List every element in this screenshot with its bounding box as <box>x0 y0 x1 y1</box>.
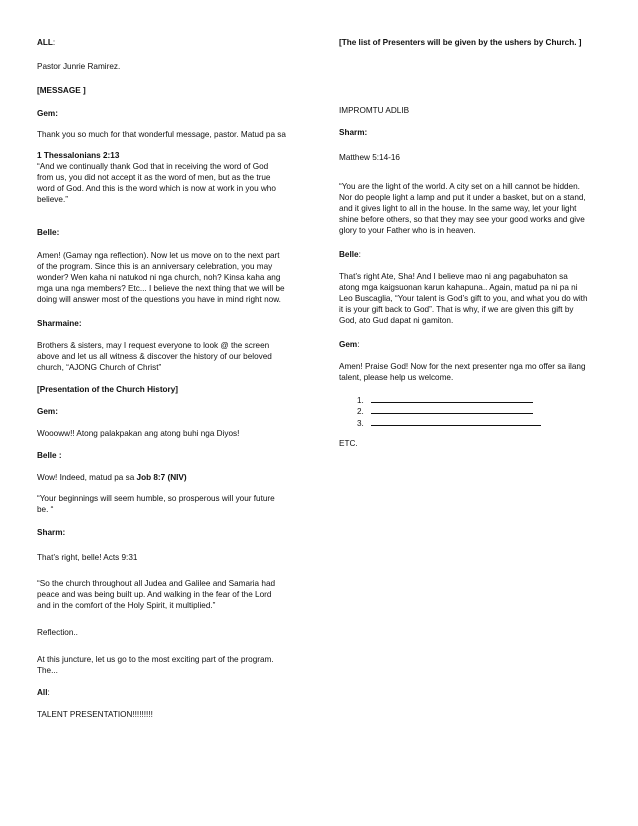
gem-text: Woooww!! Atong palakpakan ang atong buhi nga Diyos! <box>37 429 240 438</box>
reflection-text: Reflection.. <box>37 628 78 637</box>
matthew-line: glory to your Father who is in heaven. <box>339 226 476 235</box>
matthew-line: shine before others, so that they may see your good works and give <box>339 215 585 224</box>
matthew-line: Nor do people light a lamp and put it under a basket, but on a stand, <box>339 193 586 202</box>
matthew-line: “You are the light of the world. A city set on a hill cannot be hidden. <box>339 182 580 191</box>
blank-line <box>371 405 533 414</box>
verse-line: believe.” <box>37 195 68 204</box>
belle-text: Wow! Indeed, matud pa sa Job 8:7 (NIV) <box>37 473 187 482</box>
list-item: 3. <box>357 417 541 428</box>
belle-label: Belle : <box>37 451 62 460</box>
belle-line: mga una nga members? Etc... I believe the next thing that we will be <box>37 284 285 293</box>
job-line: be. “ <box>37 505 54 514</box>
sharmaine-line: church, “AJONG Church of Christ” <box>37 363 162 372</box>
belle-line: Amen! (Gamay nga reflection). Now let us move on to the next part <box>37 251 280 260</box>
belle-line: God, ato Gud dapat ni gamiton. <box>339 316 454 325</box>
acts-line: and in the comfort of the Holy Spirit, it multiplied.” <box>37 601 216 610</box>
matthew-ref: Matthew 5:14-16 <box>339 153 400 162</box>
sharm-text: That’s right, belle! Acts 9:31 <box>37 553 138 562</box>
belle-label: Belle: <box>339 250 361 259</box>
verse-ref-thessalonians: 1 Thessalonians 2:13 <box>37 151 120 160</box>
belle-line: That’s right Ate, Sha! And I believe mao ni ang pagabuhaton sa <box>339 272 568 281</box>
belle-line: of the program. Since this is an anniversary celebration, you may <box>37 262 273 271</box>
pastor-name: Pastor Junrie Ramirez. <box>37 62 121 71</box>
etc-text: ETC. <box>339 439 358 448</box>
presenters-note: [The list of Presenters will be given by the ushers by Church. ] <box>339 38 582 47</box>
gem-label: Gem: <box>339 340 360 349</box>
belle-line: it is your gift back to God”. That is why, if we are given this gift by <box>339 305 574 314</box>
gem-text: Thank you so much for that wonderful message, pastor. Matud pa sa <box>37 130 286 139</box>
gem-line: talent, please help us welcome. <box>339 373 454 382</box>
sharmaine-line: above and let us all witness & discover the history of our beloved <box>37 352 272 361</box>
sharm-label: Sharm: <box>37 528 66 537</box>
belle-line: Leo Buscaglia, “Your talent is God’s gift to you, and what you do with <box>339 294 588 303</box>
juncture-line: The... <box>37 666 58 675</box>
belle-line: wonder? Wen kaha ni natukod ni nga church, noh? Kinsa kaha ang <box>37 273 281 282</box>
all-line: ALL: <box>37 38 56 47</box>
gem-label: Gem: <box>37 109 58 118</box>
verse-line: “And we continually thank God that in receiving the word of God <box>37 162 269 171</box>
blank-line <box>371 394 533 403</box>
presentation-tag: [Presentation of the Church History] <box>37 385 179 394</box>
impromtu-adlib: IMPROMTU ADLIB <box>339 106 410 115</box>
list-item: 2. <box>357 405 541 416</box>
sharmaine-line: Brothers & sisters, may I request everyone to look @ the screen <box>37 341 270 350</box>
verse-line: from us, you did not accept it as the word of men, but as the true <box>37 173 271 182</box>
verse-line: word of God. And this is the word which is now at work in you who <box>37 184 276 193</box>
matthew-line: and it gives light to all in the house. In the same way, let your light <box>339 204 577 213</box>
acts-line: peace and was being built up. And walking in the fear of the Lord <box>37 590 272 599</box>
blank-line <box>371 417 541 426</box>
juncture-line: At this juncture, let us go to the most exciting part of the program. <box>37 655 274 664</box>
message-tag: [MESSAGE ] <box>37 86 86 95</box>
talent-presentation: TALENT PRESENTATION!!!!!!!!! <box>37 710 153 719</box>
belle-label: Belle: <box>37 228 60 237</box>
belle-line: doing will answer most of the questions you have in mind right now. <box>37 295 281 304</box>
sharmaine-label: Sharmaine: <box>37 319 82 328</box>
presenter-list <box>357 394 541 428</box>
list-item: 1. <box>357 394 541 405</box>
job-line: “Your beginnings will seem humble, so prosperous will your future <box>37 494 275 503</box>
gem-line: Amen! Praise God! Now for the next presenter nga mo offer sa ilang <box>339 362 586 371</box>
sharm-label: Sharm: <box>339 128 368 137</box>
acts-line: “So the church throughout all Judea and Galilee and Samaria had <box>37 579 276 588</box>
gem-label: Gem: <box>37 407 58 416</box>
belle-line: atong mga kaigsuonan karun kahapuna.. Again, matud pa ni pa ni <box>339 283 578 292</box>
all-line: All: <box>37 688 50 697</box>
